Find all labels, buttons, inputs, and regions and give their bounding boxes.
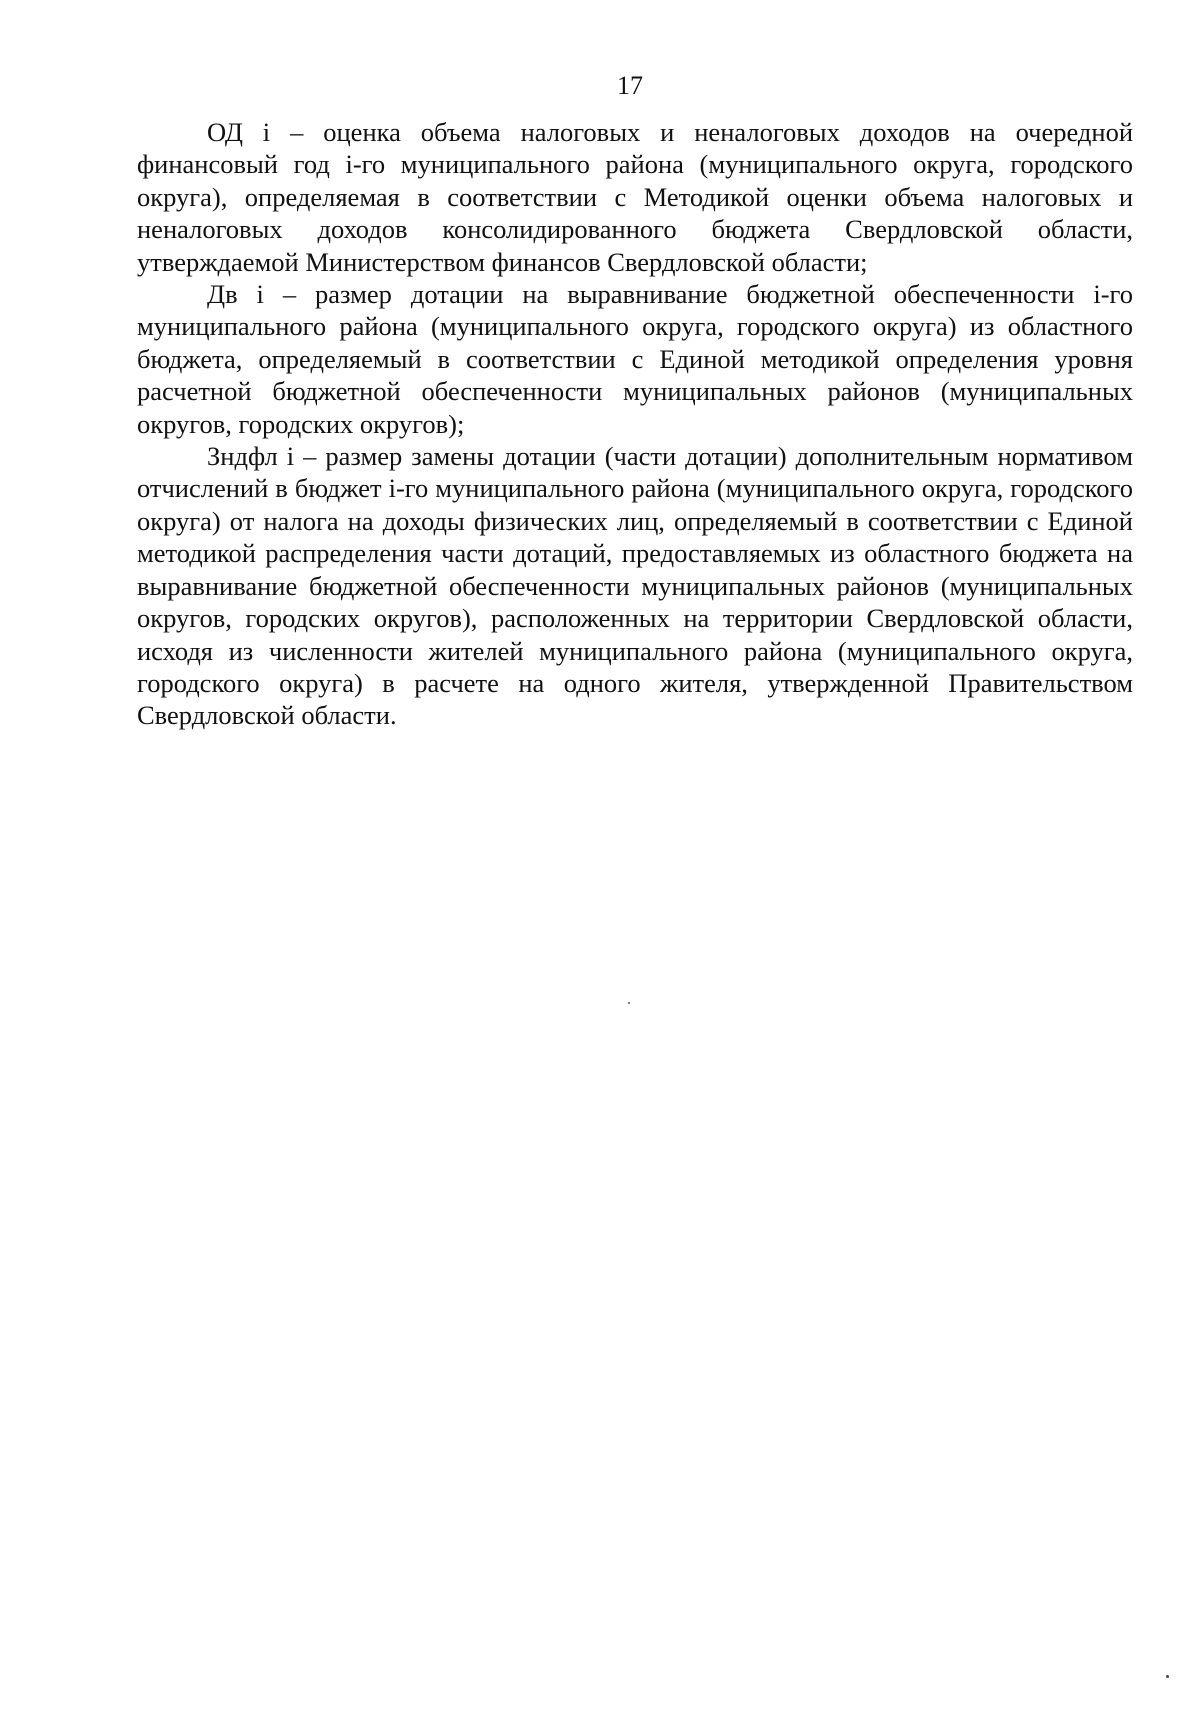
definition-paragraph-od bbox=[137, 116, 1133, 278]
definition-paragraph-dv bbox=[137, 278, 1133, 440]
definition-text: оценка объема налоговых и неналоговых доходов на очередной финансовый год i-го муниципального района (муниципального округа, городского округа), определяемая в соответствии с Методикой оценки объема налоговых и неналоговых доходов консолидированного бюджета Свердловской области, утверждаемой Министерством финансов Свердловской области; bbox=[137, 117, 1133, 277]
definition-text: размер замены дотации (части дотации) дополнительным нормативом отчислений в бюджет i-го муниципального района (муниципального округа, городского округа) от налога на доходы физических лиц, определяемый в соответствии с Единой методикой распределения части дотаций, предоставляемых из областного бюджета на выравнивание бюджетной обеспеченности муниципальных районов (муниципальных округов, городских округов), расположенных на территории Свердловской области, исходя из численности жителей муниципального района (муниципального округа, городского округа) в расчете на одного жителя, утвержденной Правительством Свердловской области. bbox=[137, 441, 1134, 731]
term-dv: Дв i bbox=[207, 279, 264, 310]
term-zndfl: Зндфл i bbox=[207, 441, 295, 472]
page-number: 17 bbox=[617, 71, 643, 100]
term-od: ОД i bbox=[207, 117, 271, 147]
definition-text: размер дотации на выравнивание бюджетной обеспеченности i-го муниципального района (муниципального округа, городского округа) из областного бюджета, определяемый в соответствии с Единой методикой определения уровня расчетной бюджетной обеспеченности муниципальных районов (муниципальных округов, городских округов); bbox=[137, 279, 1134, 439]
document-body bbox=[137, 116, 1133, 732]
term-dash: – bbox=[263, 279, 316, 310]
scan-speck bbox=[628, 1002, 630, 1004]
term-dash: – bbox=[294, 441, 326, 472]
term-dash: – bbox=[270, 117, 324, 147]
scan-speck bbox=[1166, 1675, 1169, 1678]
definition-paragraph-zndfl bbox=[137, 440, 1133, 732]
